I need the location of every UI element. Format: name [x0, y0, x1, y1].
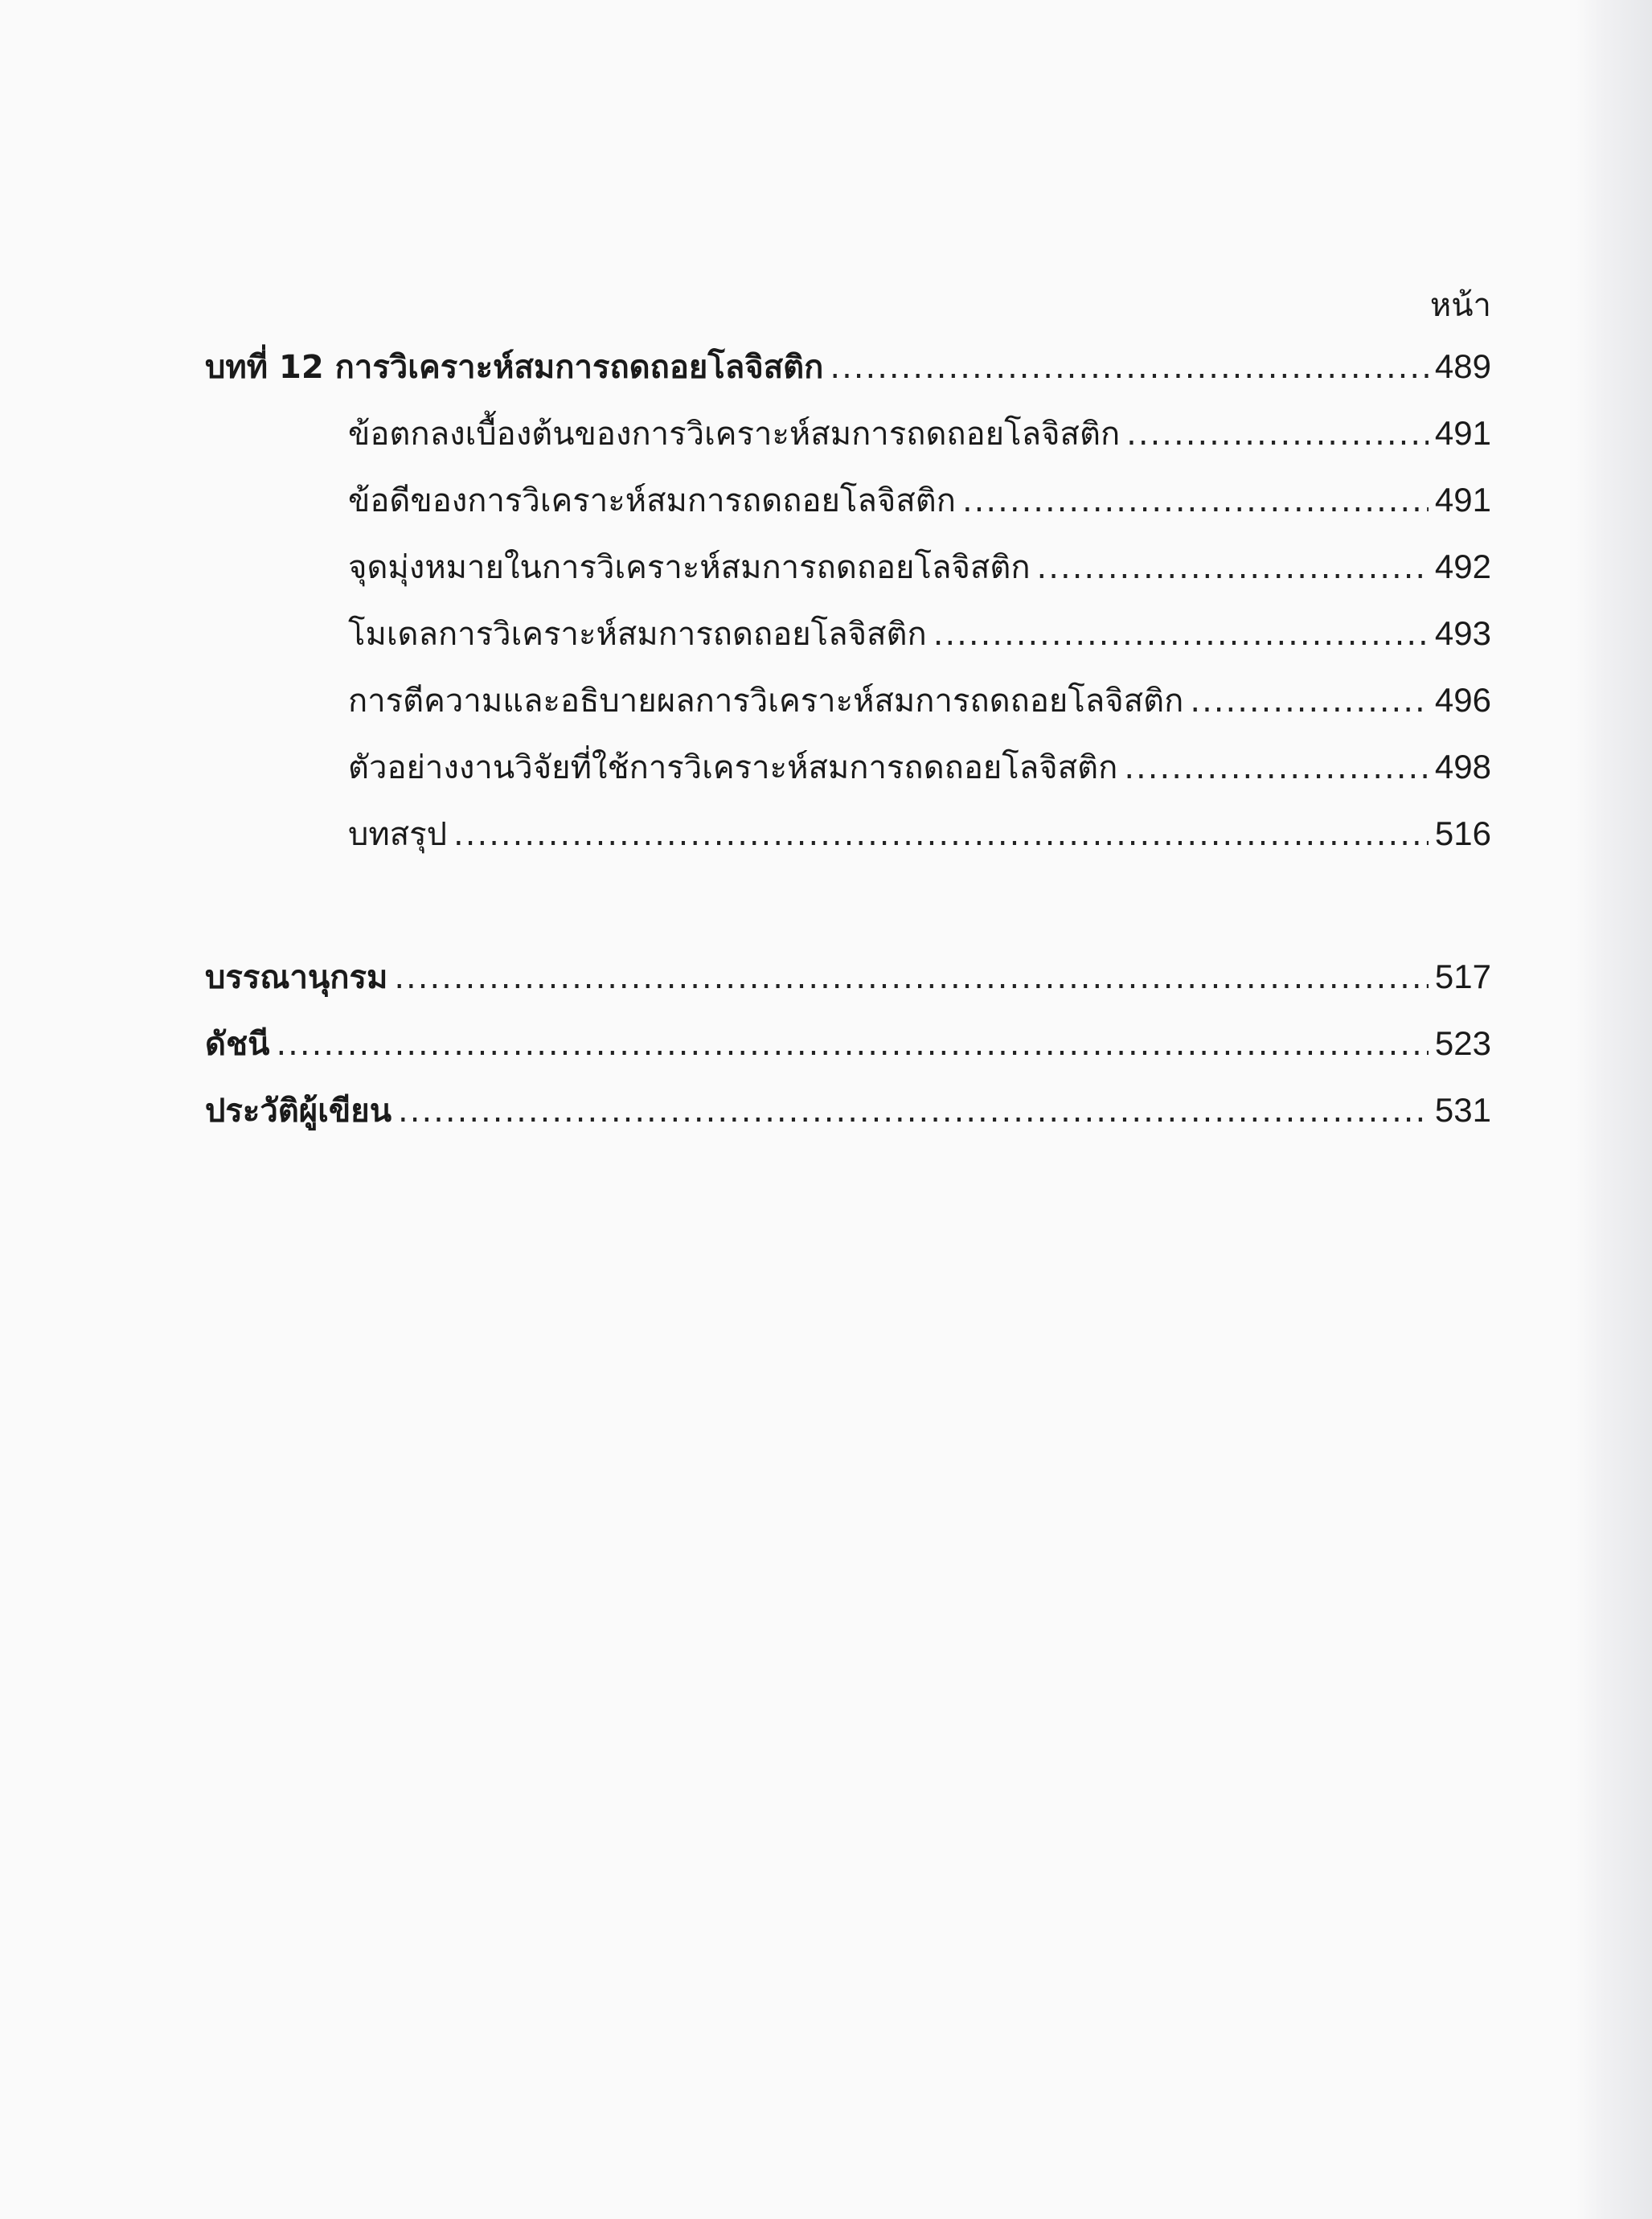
toc-author-biography[interactable] [205, 1077, 1491, 1143]
toc-section-assumptions[interactable] [205, 400, 1491, 466]
dot-leader [1037, 535, 1429, 601]
chapter-title: บทที่ 12 การวิเคราะห์สมการถดถอยโลจิสติก [205, 349, 824, 386]
toc-chapter-12[interactable] [205, 333, 1491, 400]
section-page-number: 498 [1434, 748, 1491, 785]
back-matter-page-number: 517 [1434, 958, 1491, 995]
dot-leader [1126, 401, 1429, 468]
toc-section-model[interactable] [205, 600, 1491, 667]
section-page-number: 516 [1434, 814, 1491, 852]
dot-leader [962, 468, 1429, 535]
dot-leader [453, 802, 1429, 868]
dot-leader [933, 601, 1429, 668]
back-matter-title: ดัชนี [205, 1026, 270, 1063]
section-title: โมเดลการวิเคราะห์สมการถดถอยโลจิสติก [348, 616, 927, 653]
toc-section-interpretation[interactable] [205, 667, 1491, 733]
toc-section-example-research[interactable] [205, 733, 1491, 800]
dot-leader [830, 334, 1429, 401]
section-page-number: 491 [1434, 414, 1491, 452]
chapter-page-number: 489 [1434, 347, 1491, 385]
section-title: ตัวอย่างงานวิจัยที่ใช้การวิเคราะห์สมการถดถอยโลจิสติก [348, 749, 1118, 786]
section-title: ข้อดีของการวิเคราะห์สมการถดถอยโลจิสติก [348, 482, 956, 519]
dot-leader [276, 1011, 1428, 1078]
dot-leader [394, 945, 1429, 1011]
back-matter-page-number: 523 [1434, 1024, 1491, 1062]
toc-section-objectives[interactable] [205, 533, 1491, 600]
toc-bibliography[interactable] [205, 943, 1491, 1010]
section-page-number: 496 [1434, 681, 1491, 719]
dot-leader [1190, 668, 1429, 735]
toc-section-advantages[interactable] [205, 466, 1491, 533]
page-column-header: หน้า [1429, 287, 1491, 324]
section-page-number: 492 [1434, 548, 1491, 585]
dot-leader [1124, 735, 1429, 802]
back-matter-title: ประวัติผู้เขียน [205, 1093, 392, 1130]
toc-index[interactable] [205, 1010, 1491, 1077]
section-title: จุดมุ่งหมายในการวิเคราะห์สมการถดถอยโลจิสติก [348, 549, 1031, 586]
table-of-contents [205, 281, 1491, 1143]
back-matter-title: บรรณานุกรม [205, 959, 388, 996]
page-edge-shadow [1576, 0, 1652, 2219]
back-matter-page-number: 531 [1434, 1091, 1491, 1129]
section-page-number: 491 [1434, 481, 1491, 519]
dot-leader [398, 1078, 1429, 1145]
section-page-number: 493 [1434, 614, 1491, 652]
section-title: บทสรุป [348, 816, 448, 853]
toc-section-summary[interactable] [205, 800, 1491, 867]
section-title: การตีความและอธิบายผลการวิเคราะห์สมการถดถอยโลจิสติก [348, 683, 1184, 720]
section-title: ข้อตกลงเบื้องต้นของการวิเคราะห์สมการถดถอยโลจิสติก [348, 416, 1121, 453]
section-gap [205, 867, 1491, 943]
